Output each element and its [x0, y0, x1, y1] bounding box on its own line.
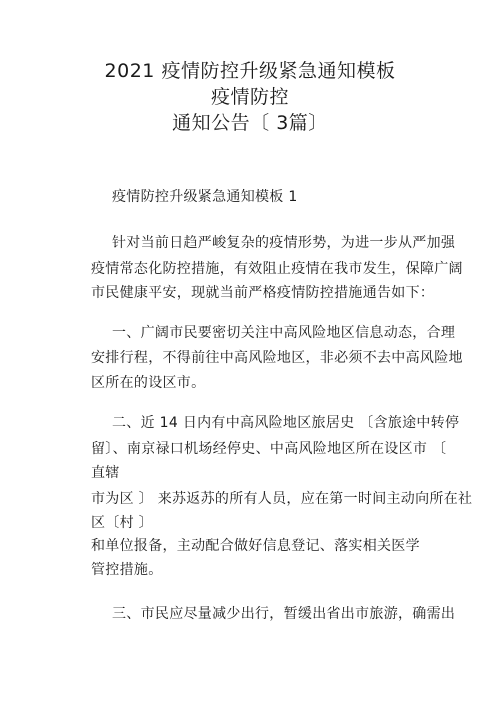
section-heading: 疫情防控升级紧急通知模板 1: [112, 189, 298, 205]
paragraph-2-line-2: 安排行程，不得前往中高风险地区，非必须不去中高风险地: [91, 350, 463, 366]
paragraph-2-line-3: 区所在的设区市。: [91, 375, 206, 391]
paragraph-3-line-2: 留〕、南京禄口机场经停史、中高风险地区所在设区市 〔: [91, 441, 447, 457]
paragraph-1-line-3: 市民健康平安，现就当前严格疫情防控措施通告如下：: [91, 285, 435, 301]
document-title-line-1: 2021 疫情防控升级紧急通知模板: [104, 60, 396, 82]
paragraph-3-line-3: 直辖: [91, 465, 120, 481]
paragraph-3-line-4: 市为区 〕 来苏返苏的所有人员，应在第一时间主动向所在社: [91, 491, 473, 507]
paragraph-1-line-2: 疫情常态化防控措施，有效阻止疫情在我市发生，保障广阔: [91, 261, 463, 277]
paragraph-4-line-1: 三、市民应尽量减少出行，暂缓出省出市旅游，确需出: [112, 606, 456, 622]
document-title-line-3: 通知公告〔 3篇〕: [172, 112, 328, 134]
paragraph-3-line-7: 管控措施。: [91, 562, 163, 578]
paragraph-2-line-1: 一、广阔市民要密切关注中高风险地区信息动态，合理: [112, 325, 456, 341]
paragraph-3-line-6: 和单位报备，主动配合做好信息登记、落实相关医学: [91, 538, 420, 554]
paragraph-1-line-1: 针对当前日趋严峻复杂的疫情形势，为进一步从严加强: [112, 235, 456, 251]
document-title-line-2: 疫情防控: [210, 86, 289, 108]
paragraph-3-line-1: 二、近 14 日内有中高风险地区旅居史 〔含旅途中转停: [112, 415, 460, 431]
paragraph-3-line-5: 区〔村 〕: [91, 515, 153, 531]
